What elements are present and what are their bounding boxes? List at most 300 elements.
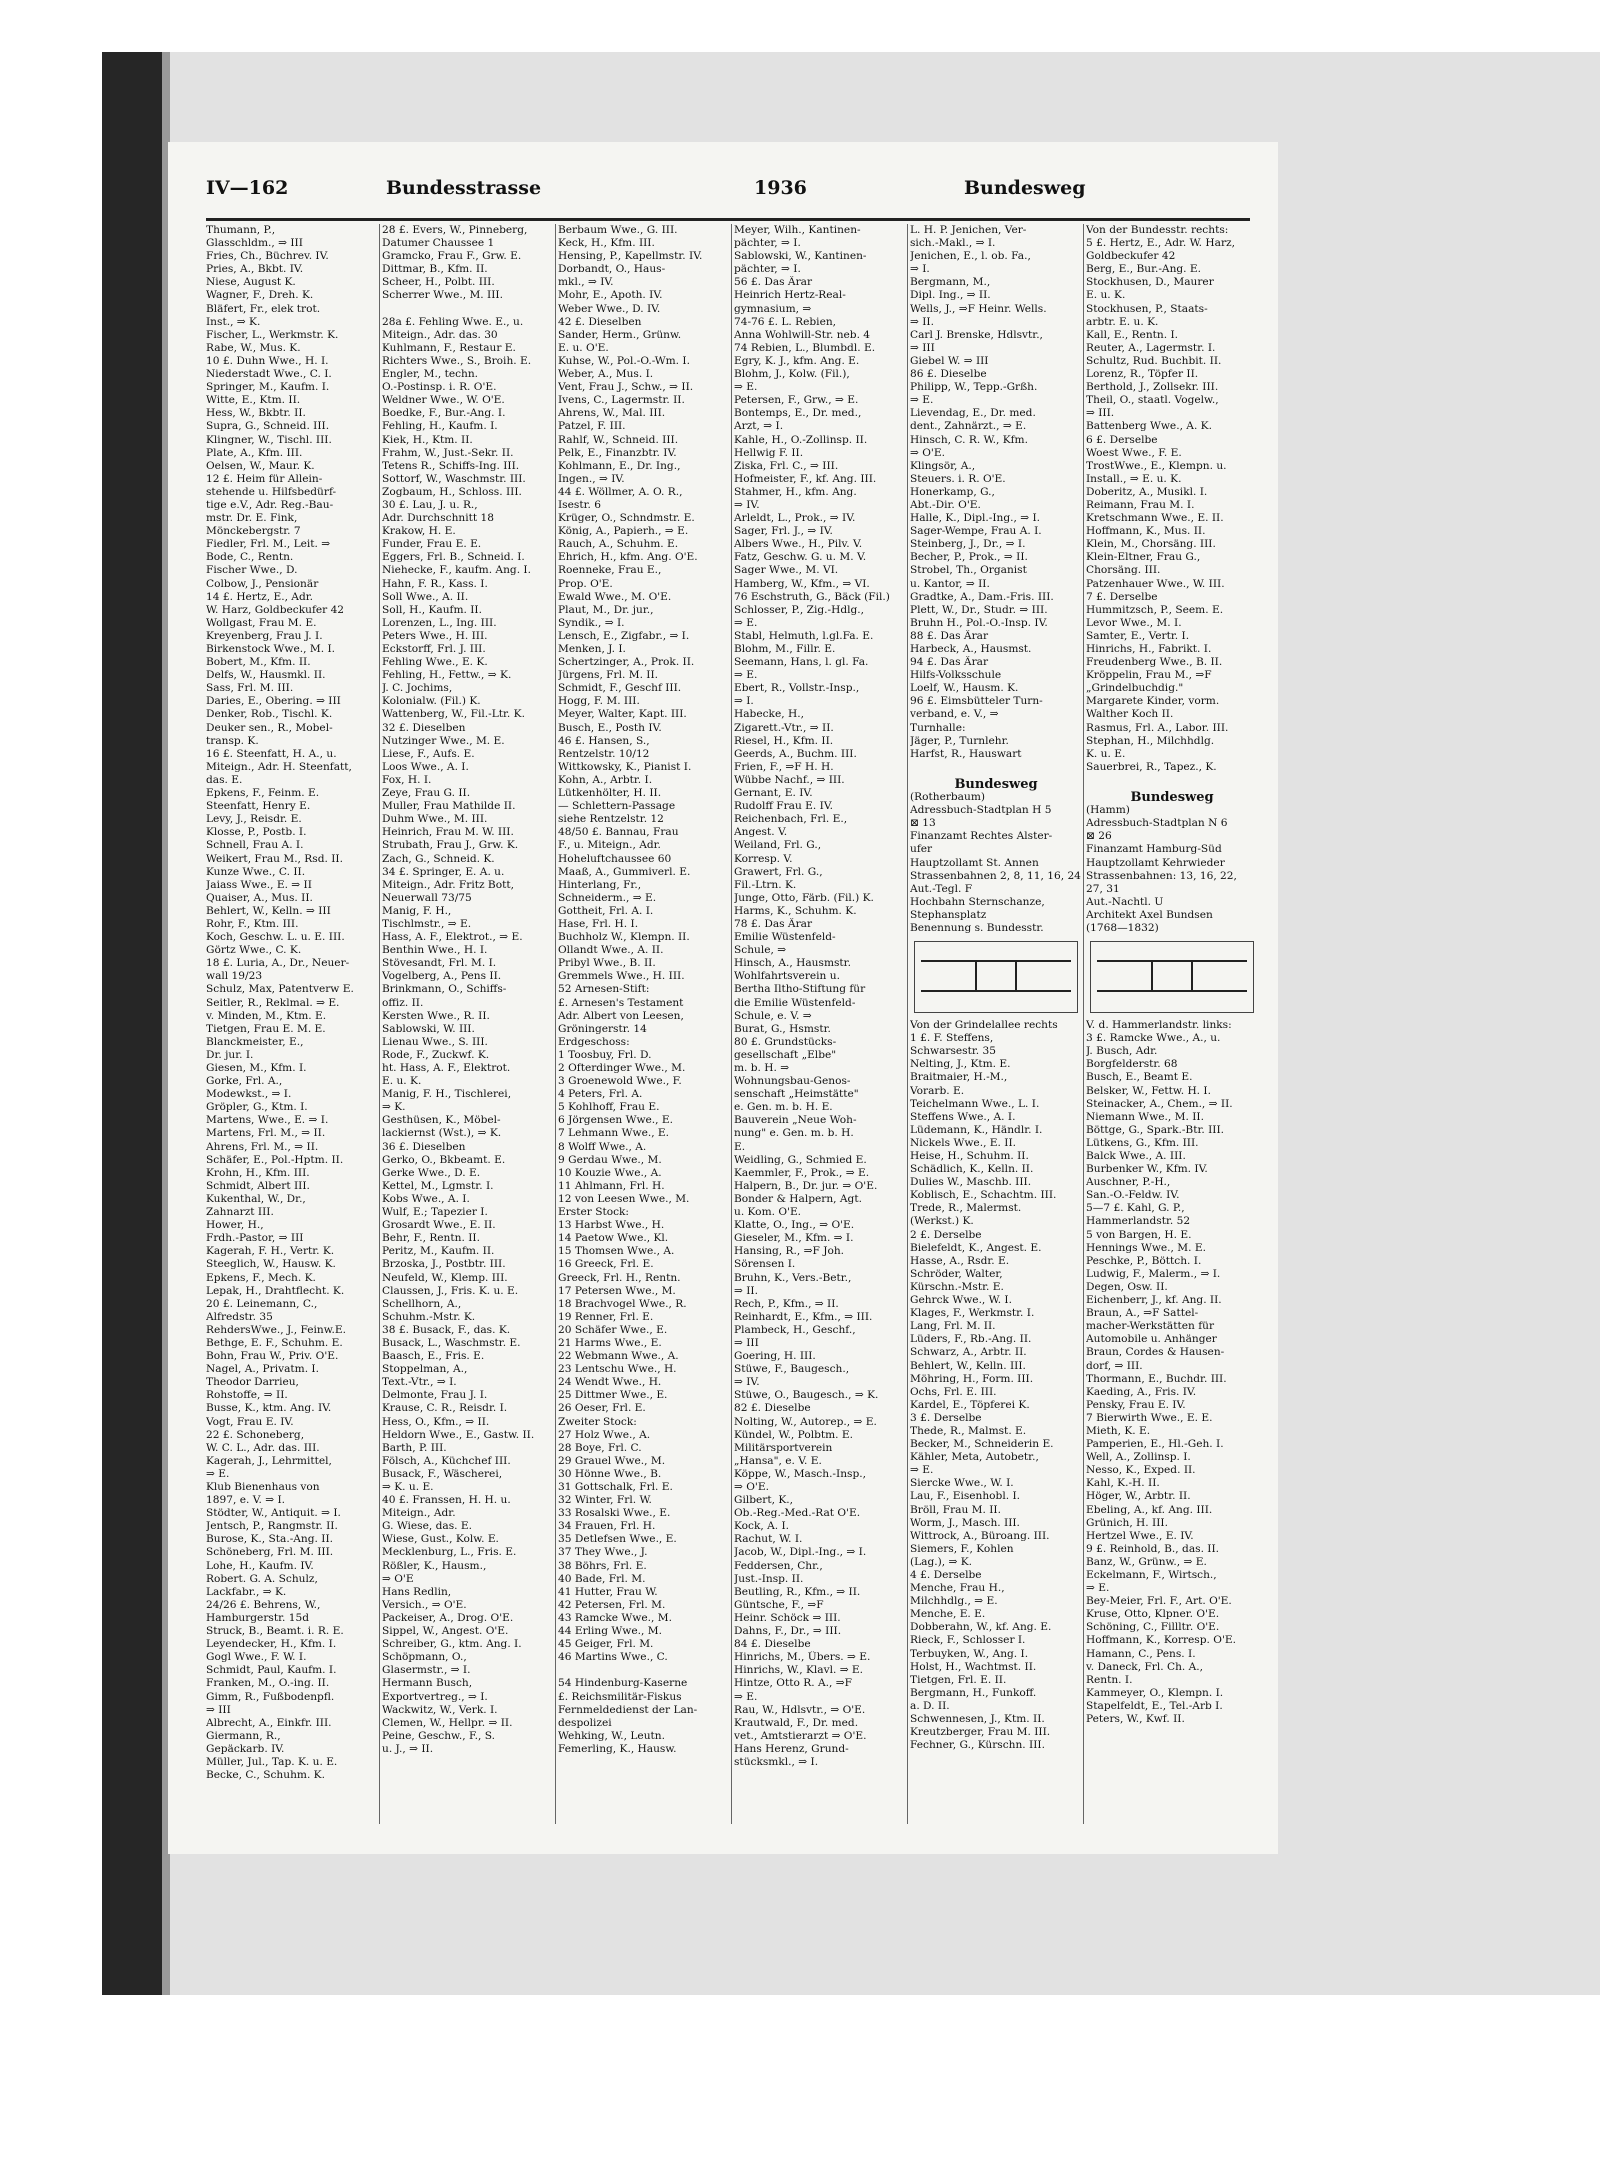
directory-entry: Harfst, R., Hauswart — [910, 747, 1022, 760]
directory-entry: verband, e. V., ⇒ — [910, 708, 999, 721]
directory-entry: Albers Wwe., H., Pilv. V. — [734, 538, 863, 551]
directory-entry: Klatte, O., Ing., ⇒ O'E. — [734, 1219, 855, 1232]
directory-entry: 19 Renner, Frl. E. — [558, 1310, 654, 1323]
directory-entry: Stövesandt, Frl. M. I. — [382, 957, 497, 970]
directory-entry: (Lag.), ⇒ K. — [910, 1555, 973, 1568]
directory-entry: Balck Wwe., A. III. — [1086, 1150, 1186, 1162]
directory-entry: Schmidt, Paul, Kaufm. I. — [206, 1664, 337, 1677]
directory-entry: 42 Petersen, Frl. M. — [558, 1598, 666, 1611]
directory-entry: Heinrich Hertz-Real- — [734, 289, 846, 302]
directory-entry: Sander, Herm., Grünw. — [558, 328, 682, 341]
directory-entry: Arzt, ⇒ I. — [734, 420, 784, 433]
directory-entry: Klingner, W., Tischl. III. — [206, 433, 332, 446]
directory-entry: 23 Lentschu Wwe., H. — [558, 1363, 677, 1376]
directory-entry: Stockhusen, D., Maurer — [1086, 276, 1214, 289]
directory-entry: Heinrich, Frau M. W. III. — [382, 826, 514, 839]
directory-entry: Adr. Durchschnitt 18 — [382, 512, 494, 525]
directory-entry: Soll, H., Kaufm. II. — [382, 603, 482, 616]
directory-entry: Siemers, F., Kohlen — [910, 1542, 1014, 1555]
directory-entry: Junge, Otto, Färb. (Fil.) K. — [734, 891, 874, 904]
directory-entry: ⇒ E. — [734, 1690, 758, 1703]
directory-entry: Weikert, Frau M., Rsd. II. — [206, 852, 343, 865]
directory-entry: Vogt, Frau E. IV. — [206, 1415, 294, 1428]
directory-entry: Jürgens, Frl. M. II. — [558, 669, 659, 682]
directory-entry: ⇒ O'E. — [734, 1481, 769, 1493]
directory-entry: Nesso, K., Exped. II. — [1086, 1464, 1196, 1477]
directory-entry: 14 £. Hertz, E., Adr. — [206, 590, 314, 603]
directory-entry: Plaut, M., Dr. jur., — [558, 603, 654, 616]
header-rule — [206, 218, 1250, 221]
directory-entry: Barth, P. III. — [382, 1441, 447, 1454]
directory-entry: Auschner, P.-H., — [1086, 1176, 1171, 1189]
directory-entry: 31 Gottschalk, Frl. E. — [558, 1481, 673, 1493]
directory-entry: Lüdemann, K., Händlr. I. — [910, 1123, 1043, 1136]
directory-entry: Sippel, W., Angest. O'E. — [382, 1625, 509, 1638]
map-street-line — [921, 960, 1071, 962]
directory-entry: Ollandt Wwe., A. II. — [558, 944, 664, 957]
directory-entry: Rößler, K., Hausm., — [382, 1559, 487, 1572]
directory-entry: Baasch, E., Fris. E. — [382, 1350, 485, 1363]
directory-entry: Koch, Geschw. L. u. E. III. — [206, 931, 345, 944]
directory-entry: Schule, ⇒ — [734, 944, 787, 957]
directory-entry: Stüwe, O., Baugesch., ⇒ K. — [734, 1389, 879, 1402]
directory-entry: Steinacker, A., Chem., ⇒ II. — [1086, 1097, 1233, 1110]
directory-entry: J. Busch, Adr. — [1086, 1045, 1158, 1058]
directory-entry: ⇒ I. — [734, 695, 754, 708]
directory-entry: Lorenz, R., Töpfer II. — [1086, 368, 1199, 381]
directory-entry: Loelf, W., Hausm. K. — [910, 682, 1019, 695]
directory-entry: Borgfelderstr. 68 — [1086, 1058, 1178, 1071]
directory-entry: 1 £. F. Steffens, — [910, 1032, 994, 1045]
directory-entry: 5 von Bargen, H. E. — [1086, 1228, 1192, 1241]
directory-entry: £. Reichsmilitär-Fiskus — [558, 1690, 682, 1703]
directory-entry: Kuhlmann, F., Restaur E. — [382, 341, 516, 354]
directory-entry: Lüders, F., Rb.-Ang. II. — [910, 1333, 1032, 1346]
directory-entry: ⇒ IV. — [734, 1376, 760, 1389]
directory-entry: 27 Holz Wwe., A. — [558, 1428, 651, 1441]
directory-entry: Ingen., ⇒ IV. — [558, 472, 625, 485]
directory-entry: 8 Wolff Wwe., A. — [558, 1140, 647, 1153]
directory-entry: Hennings Wwe., M. E. — [1086, 1241, 1206, 1254]
directory-entry: dent., Zahnärzt., ⇒ E. — [910, 420, 1027, 433]
directory-entry: ⇒ K. — [382, 1101, 406, 1114]
directory-entry: Ebeling, A., kf. Ang. III. — [1086, 1503, 1213, 1516]
directory-entry: Roenneke, Frau E., — [558, 564, 662, 577]
directory-entry: Tetens R., Schiffs-Ing. III. — [382, 459, 520, 472]
directory-entry: Wittrock, A., Büroang. III. — [910, 1529, 1050, 1542]
directory-entry: dorf, ⇒ III. — [1086, 1359, 1143, 1372]
directory-entry: Bohn, Frau W., Priv. O'E. — [206, 1350, 339, 1363]
column-separator — [907, 224, 908, 1824]
directory-entry: Giermann, R., — [206, 1729, 281, 1742]
directory-entry: nung" e. Gen. m. b. H. — [734, 1127, 854, 1140]
directory-entry: Jacob, W., Dipl.-Ing., ⇒ I. — [734, 1546, 867, 1559]
directory-entry: Steinberg, J., Dr., ⇒ I. — [910, 538, 1026, 551]
directory-entry: (Rotherbaum) — [910, 791, 985, 804]
directory-entry: Scherrer Wwe., M. III. — [382, 289, 503, 302]
directory-entry: 54 Hindenburg-Kaserne — [558, 1677, 688, 1690]
directory-entry: Nolting, W., Autorep., ⇒ E. — [734, 1415, 877, 1428]
directory-entry: Rau, W., Hdlsvtr., ⇒ O'E. — [734, 1703, 866, 1716]
directory-entry: 41 Hutter, Frau W. — [558, 1585, 658, 1598]
directory-entry: ht. Hass, A. F., Elektrot. — [382, 1062, 511, 1074]
directory-entry: Frien, F., ⇒F H. H. — [734, 760, 834, 773]
directory-entry: Weber, A., Mus. I. — [558, 368, 654, 381]
directory-entry: Prop. O'E. — [558, 577, 613, 590]
directory-entry: Dobberahn, W., kf. Ang. E. — [910, 1621, 1052, 1634]
directory-entry: Kukenthal, W., Dr., — [206, 1192, 306, 1205]
directory-entry: Hoffmann, K., Mus. II. — [1086, 525, 1206, 538]
directory-entry: Zweiter Stock: — [558, 1415, 637, 1428]
directory-entry: Scheer, H., Polbt. III. — [382, 276, 495, 289]
directory-entry: Dahns, F., Dr., ⇒ III. — [734, 1625, 842, 1638]
directory-entry: Gorke, Frl. A., — [206, 1075, 283, 1088]
directory-entry: Kolonialw. (Fil.) K. — [382, 695, 481, 708]
directory-entry: ⊠ 13 — [910, 817, 936, 830]
directory-entry: Von der Grindelallee rechts — [910, 1019, 1058, 1032]
directory-entry: 1 Toosbuy, Frl. D. — [558, 1048, 652, 1061]
directory-entry: Kröppelin, Frau M., ⇒F — [1086, 669, 1212, 682]
directory-entry: ⇒ I. — [910, 263, 930, 276]
street-left: Bundesstrasse — [386, 177, 542, 199]
directory-entry: Möhring, H., Form. III. — [910, 1372, 1034, 1385]
directory-entry: Peritz, M., Kaufm. II. — [382, 1245, 495, 1258]
directory-entry: Schwennesen, J., Ktm. II. — [910, 1713, 1045, 1726]
directory-entry: ⇒ K. u. E. — [382, 1481, 434, 1493]
directory-entry: Erster Stock: — [558, 1206, 630, 1219]
directory-entry: Klub Bienenhaus von — [206, 1481, 320, 1493]
directory-entry: Gremmels Wwe., H. III. — [558, 970, 685, 983]
directory-entry: Gieseler, M., Kfm. ⇒ I. — [734, 1232, 854, 1245]
map-street-line — [1097, 990, 1247, 992]
directory-entry: Isestr. 6 — [558, 498, 601, 511]
directory-entry: Rohr, F., Ktm. III. — [206, 917, 299, 930]
directory-entry: Kündel, W., Polbtm. E. — [734, 1428, 854, 1441]
directory-entry: Kreyenberg, Frau J. I. — [206, 629, 323, 642]
directory-entry: Hamberg, W., Kfm., ⇒ VI. — [734, 577, 870, 590]
map-street-line — [975, 960, 977, 992]
directory-entry: Gottheit, Frl. A. I. — [558, 904, 654, 917]
directory-entry: Hoffmann, K., Korresp. O'E. — [1086, 1634, 1236, 1647]
directory-entry: ufer — [910, 843, 933, 856]
directory-entry: ⇒ IV. — [734, 498, 760, 511]
directory-entry: Frahm, W., Just.-Sekr. II. — [382, 446, 514, 459]
directory-entry: Busack, L., Waschmstr. E. — [382, 1336, 521, 1349]
directory-entry: „Grindelbuchdig." — [1086, 682, 1184, 695]
directory-entry: Modewkst., ⇒ I. — [206, 1088, 292, 1101]
directory-entry: San.-O.-Feldw. IV. — [1086, 1189, 1180, 1202]
directory-entry: Rudolff Frau E. IV. — [734, 800, 833, 813]
directory-entry: Zigarett.-Vtr., ⇒ II. — [734, 721, 834, 734]
directory-entry: Lütkenhölter, H. II. — [558, 787, 662, 800]
directory-entry: 34 £. Springer, E. A. u. — [382, 865, 505, 878]
directory-entry: Menken, J. I. — [558, 643, 626, 655]
directory-entry: Hummitzsch, P., Seem. E. — [1086, 603, 1224, 616]
directory-entry: Exportvertreg., ⇒ I. — [382, 1690, 488, 1703]
directory-entry: Emilie Wüstenfeld- — [734, 931, 836, 944]
column-3 — [558, 224, 730, 1844]
directory-entry: Aut.-Tegl. F — [910, 882, 973, 895]
directory-entry: Inst., ⇒ K. — [206, 315, 261, 328]
directory-entry: Blanckmeister, E., — [206, 1035, 304, 1048]
directory-entry: 27, 31 — [1086, 882, 1120, 895]
directory-entry: 94 £. Das Ärar — [910, 656, 989, 669]
directory-entry: 33 Rosalski Wwe., E. — [558, 1507, 671, 1520]
directory-entry: Mohr, E., Apoth. IV. — [558, 289, 663, 302]
directory-entry: mstr. Dr. E. Fink, — [206, 512, 298, 525]
directory-entry: Busch, E., Beamt E. — [1086, 1071, 1193, 1084]
directory-entry: Arleldt, L., Prok., ⇒ IV. — [734, 512, 856, 525]
directory-entry: 20 £. Leinemann, C., — [206, 1297, 318, 1310]
directory-entry: v. Daneck, Frl. Ch. A., — [1086, 1660, 1204, 1673]
directory-entry: 4 Peters, Frl. A. — [558, 1088, 643, 1101]
directory-entry: Liese, F., Aufs. E. — [382, 747, 475, 760]
directory-entry: 96 £. Eimsbütteler Turn- — [910, 695, 1043, 708]
directory-entry: 1897, e. V. ⇒ I. — [206, 1494, 286, 1507]
directory-entry: Lohe, H., Kaufm. IV. — [206, 1559, 314, 1572]
directory-entry: Levor Wwe., M. I. — [1086, 616, 1182, 629]
directory-entry: Versich., ⇒ O'E. — [382, 1598, 467, 1611]
directory-entry: Dittmar, B., Kfm. II. — [382, 263, 488, 276]
directory-entry: Pelk, E., Finanzbtr. IV. — [558, 446, 677, 459]
directory-entry: Miteign., Adr. — [382, 1507, 456, 1520]
directory-entry: Banz, W., Grünw., ⇒ E. — [1086, 1555, 1207, 1568]
directory-entry: Hauptzollamt Kehrwieder — [1086, 856, 1225, 869]
directory-entry: Gepäckarb. IV. — [206, 1742, 285, 1755]
directory-entry: stehende u. Hilfsbedürf- — [206, 485, 337, 498]
directory-entry: Bruhn H., Pol.-O.-Insp. IV. — [910, 616, 1048, 629]
directory-entry: 9 Gerdau Wwe., M. — [558, 1153, 662, 1166]
directory-entry: Goering, H. III. — [734, 1350, 816, 1363]
directory-entry: Manig, F. H., — [382, 904, 452, 917]
directory-entry: Reichenbach, Frl. E., — [734, 813, 848, 826]
directory-entry: Gogl Wwe., F. W. I. — [206, 1651, 307, 1664]
directory-entry: Bode, C., Rentn. — [206, 551, 294, 564]
directory-entry: 43 Ramcke Wwe., M. — [558, 1611, 672, 1624]
directory-entry: 6 £. Derselbe — [1086, 433, 1158, 446]
directory-page — [168, 142, 1278, 1854]
directory-entry: Install., ⇒ E. u. K. — [1086, 472, 1182, 485]
directory-entry: lackiernst (Wst.), ⇒ K. — [382, 1127, 502, 1140]
directory-entry: Angest. V. — [734, 826, 788, 839]
directory-entry: 86 £. Dieselbe — [910, 368, 987, 381]
directory-entry: u. J., ⇒ II. — [382, 1742, 434, 1755]
directory-entry: Schneiderm., ⇒ E. — [558, 891, 657, 904]
directory-entry: 56 £. Das Ärar — [734, 276, 813, 289]
directory-entry: 16 £. Steenfatt, H. A., u. — [206, 747, 337, 760]
directory-entry: Schultz, Rud. Buchbit. II. — [1086, 354, 1222, 367]
directory-entry: Oelsen, W., Maur. K. — [206, 459, 315, 472]
directory-entry: Aut.-Nachtl. U — [1086, 895, 1164, 908]
directory-entry: Bauverein „Neue Woh- — [734, 1114, 857, 1127]
directory-entry: Buchholz W., Klempn. II. — [558, 931, 690, 944]
directory-entry: Epkens, F., Mech. K. — [206, 1271, 316, 1284]
directory-entry: 24/26 £. Behrens, W., — [206, 1598, 321, 1611]
directory-entry: Braun, A., ⇒F Sattel- — [1086, 1307, 1199, 1320]
directory-entry: Syndik., ⇒ I. — [558, 616, 625, 629]
directory-entry: Harbeck, A., Hausmst. — [910, 643, 1032, 655]
map-street-line — [1015, 960, 1017, 992]
directory-entry: Hans Herenz, Grund- — [734, 1742, 849, 1755]
directory-entry: 52 Arnesen-Stift: — [558, 983, 650, 996]
directory-entry: Busse, K., ktm. Ang. IV. — [206, 1402, 332, 1415]
directory-entry: ⇒ O'E — [382, 1572, 414, 1585]
directory-entry: Fox, H. I. — [382, 773, 432, 786]
directory-entry: Kock, A. I. — [734, 1520, 790, 1533]
directory-entry: Engler, M., techn. — [382, 368, 479, 381]
directory-entry: Bruhn, K., Vers.-Betr., — [734, 1271, 852, 1284]
directory-entry: Becher, P., Prok., ⇒ II. — [910, 551, 1028, 564]
directory-entry: Rabe, W., Mus. K. — [206, 341, 301, 354]
directory-entry: Stockhusen, P., Staats- — [1086, 302, 1208, 315]
directory-entry: Fries, Ch., Büchrev. IV. — [206, 250, 329, 263]
directory-entry: 3 Groenewold Wwe., F. — [558, 1075, 682, 1088]
directory-entry: 30 £. Lau, J. u. R., — [382, 498, 478, 511]
directory-entry: Schöning, C., Fillltr. O'E. — [1086, 1621, 1220, 1634]
directory-entry: 88 £. Das Ärar — [910, 629, 989, 642]
directory-entry: Benennung s. Bundesstr. — [910, 921, 1044, 934]
directory-entry: Hansing, R., ⇒F Joh. — [734, 1245, 845, 1258]
directory-entry: Stüwe, F., Baugesch., — [734, 1363, 850, 1376]
column-4 — [734, 224, 906, 1844]
directory-entry: mkl., ⇒ IV. — [558, 276, 614, 289]
directory-entry: Klingsör, A., — [910, 459, 976, 472]
directory-entry: Schulz, Max, Patentverw E. — [206, 983, 354, 996]
directory-entry: 16 Greeck, Frl. E. — [558, 1258, 654, 1271]
directory-entry: 42 £. Dieselben — [558, 315, 642, 328]
directory-entry: L. H. P. Jenichen, Ver- — [910, 224, 1027, 236]
directory-entry: Gimm, R., Fußbodenpfl. — [206, 1690, 335, 1703]
directory-entry: Richters Wwe., S., Broih. E. — [382, 354, 532, 367]
directory-entry: Görtz Wwe., C. K. — [206, 944, 302, 957]
directory-entry: Niehecke, F., kaufm. Ang. I. — [382, 564, 531, 577]
directory-entry: Köppe, W., Masch.-Insp., — [734, 1467, 866, 1480]
directory-entry: Femerling, K., Hausw. — [558, 1742, 677, 1755]
directory-entry: Chorsäng. III. — [1086, 564, 1161, 577]
directory-entry: Kahle, H., O.-Zollinsp. II. — [734, 433, 868, 446]
directory-entry: Carl J. Brenske, Hdlsvtr., — [910, 328, 1043, 341]
directory-entry: Ochs, Frl. E. III. — [910, 1385, 997, 1398]
directory-entry: Giebel W. ⇒ III — [910, 354, 989, 367]
directory-entry: Clemen, W., Hellpr. ⇒ II. — [382, 1716, 513, 1729]
directory-entry: Kagerah, J., Lehrmittel, — [206, 1454, 332, 1467]
directory-entry: Theil, O., staatl. Vogelw., — [1086, 394, 1219, 407]
directory-entry: e. Gen. m. b. H. E. — [734, 1101, 833, 1114]
directory-entry: Steffens Wwe., A. I. — [910, 1110, 1016, 1123]
directory-entry: Kreutzberger, Frau M. III. — [910, 1726, 1051, 1739]
directory-entry: (1768—1832) — [1086, 921, 1159, 934]
directory-entry: Jentsch, P., Rangmstr. II. — [206, 1520, 338, 1533]
directory-entry: Daries, E., Obering. ⇒ III — [206, 695, 341, 708]
directory-entry: Lensch, E., Zigfabr., ⇒ I. — [558, 629, 690, 642]
directory-entry: Meyer, Wilh., Kantinen- — [734, 224, 861, 236]
directory-entry: Eckstorff, Frl. J. III. — [382, 643, 486, 655]
directory-entry: Ivens, C., Lagermstr. II. — [558, 394, 685, 407]
directory-entry: senschaft „Heimstätte" — [734, 1088, 859, 1101]
directory-entry: 46 £. Hansen, S., — [558, 734, 650, 747]
directory-entry: Berthold, J., Zollsekr. III. — [1086, 381, 1219, 394]
directory-entry: 17 Petersen Wwe., M. — [558, 1284, 676, 1297]
directory-entry: Sager-Wempe, Frau A. I. — [910, 525, 1042, 538]
directory-entry: Hellwig F. II. — [734, 446, 804, 459]
directory-entry: Pensky, Frau E. IV. — [1086, 1398, 1186, 1411]
map-street-line — [1151, 960, 1153, 992]
directory-entry: Leyendecker, H., Kfm. I. — [206, 1638, 337, 1651]
directory-entry: Kobs Wwe., A. I. — [382, 1192, 470, 1205]
directory-entry: Kall, E., Rentn. I. — [1086, 328, 1179, 341]
directory-entry: Kahl, K.-H. II. — [1086, 1477, 1160, 1490]
directory-entry: Schnell, Frau A. I. — [206, 839, 304, 852]
directory-entry: Klein-Eltner, Frau G., — [1086, 551, 1201, 564]
directory-entry: Reimann, Frau M. I. — [1086, 498, 1195, 511]
directory-entry: Abt.-Dir. O'E. — [910, 498, 981, 511]
directory-entry: Gernant, E. IV. — [734, 787, 813, 800]
directory-entry: Mönckebergstr. 7 — [206, 525, 301, 538]
directory-entry: Bundesweg — [954, 776, 1038, 792]
directory-entry: Eckelmann, F., Wirtsch., — [1086, 1569, 1217, 1581]
directory-entry: Fechner, G., Kürschn. III. — [910, 1739, 1045, 1752]
directory-entry: Dulies W., Maschb. III. — [910, 1176, 1032, 1189]
column-6 — [1086, 224, 1258, 1844]
directory-entry: Kunze Wwe., C. II. — [206, 865, 306, 878]
directory-entry: Glasschldm., ⇒ III — [206, 237, 303, 250]
directory-entry: Doberitz, A., Musikl. I. — [1086, 485, 1208, 498]
directory-entry: Bergmann, H., Funkoff. — [910, 1686, 1037, 1699]
directory-entry: Hans Redlin, — [382, 1585, 452, 1598]
directory-entry: Hintze, Otto R. A., ⇒F — [734, 1677, 852, 1690]
directory-entry: Güntsche, F., ⇒F — [734, 1598, 824, 1611]
directory-entry: gesellschaft „Elbe" — [734, 1048, 837, 1061]
directory-entry: Hinsch, C. R. W., Kfm. — [910, 433, 1028, 446]
directory-entry: Honerkamp, G., — [910, 485, 995, 498]
directory-entry: Erdgeschoss: — [558, 1035, 630, 1048]
directory-entry: Vorarb. E. — [910, 1084, 965, 1097]
directory-entry: 3 £. Derselbe — [910, 1411, 982, 1424]
directory-entry: ⇒ E. — [910, 1464, 934, 1477]
directory-entry: Busack, F., Wäscherei, — [382, 1467, 503, 1480]
directory-entry: ⇒ E. — [734, 616, 758, 629]
directory-entry: 40 £. Franssen, H. H. u. — [382, 1494, 511, 1507]
directory-entry: ⇒ III. — [1086, 407, 1115, 420]
directory-entry: Kersten Wwe., R. II. — [382, 1009, 490, 1022]
directory-entry: 84 £. Dieselbe — [734, 1638, 811, 1651]
directory-entry: Weiland, Frl. G., — [734, 839, 822, 852]
directory-entry: Ewald Wwe., M. O'E. — [558, 590, 672, 603]
directory-entry: Hofmeister, F., kf. Ang. III. — [734, 472, 877, 485]
directory-entry: 36 £. Dieselben — [382, 1140, 466, 1153]
directory-entry: Struck, B., Beamt. i. R. E. — [206, 1625, 344, 1638]
directory-entry: Bergmann, M., — [910, 276, 991, 289]
directory-entry: Bielefeldt, K., Angest. E. — [910, 1241, 1042, 1254]
directory-entry: 35 Detlefsen Wwe., E. — [558, 1533, 677, 1546]
directory-entry: Sager, Frl. J., ⇒ IV. — [734, 525, 833, 538]
directory-entry: Plett, W., Dr., Studr. ⇒ III. — [910, 603, 1048, 616]
directory-entry: Frdh.-Pastor, ⇒ III — [206, 1232, 304, 1245]
directory-entry: Reuter, A., Lagermstr. I. — [1086, 341, 1216, 354]
directory-entry: Ahrens, W., Mal. III. — [558, 407, 666, 420]
column-separator — [731, 224, 732, 1824]
directory-entry: Adressbuch-Stadtplan N 6 — [1086, 817, 1228, 830]
directory-entry: Thede, R., Malmst. E. — [910, 1424, 1027, 1437]
directory-entry: offiz. II. — [382, 996, 424, 1009]
directory-entry: Weldner Wwe., W. O'E. — [382, 394, 505, 407]
directory-entry: ⇒ III — [206, 1703, 231, 1716]
directory-entry: Hochbahn Sternschanze, — [910, 895, 1045, 908]
directory-entry: Rentn. I. — [1086, 1673, 1133, 1686]
directory-entry: 14 Paetow Wwe., Kl. — [558, 1232, 669, 1245]
directory-entry: 34 Frauen, Frl. H. — [558, 1520, 656, 1533]
directory-entry: Kettel, M., Lgmstr. I. — [382, 1179, 494, 1192]
